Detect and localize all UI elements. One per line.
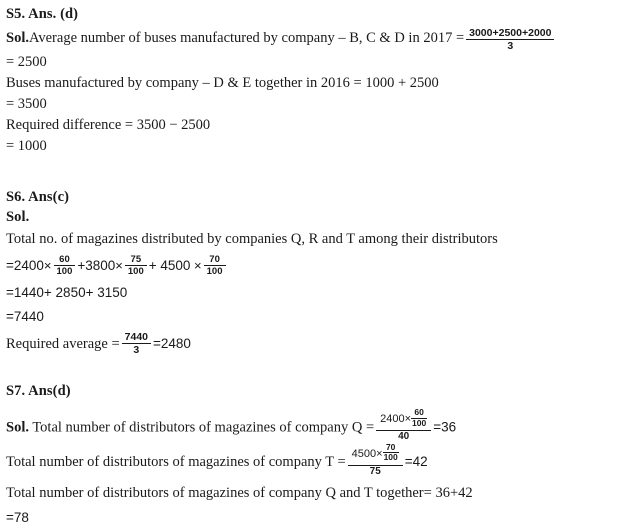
s7-fraction-t-inner: [383, 443, 399, 463]
s6-calculation-line: [6, 251, 637, 281]
s7-fraction-q-inner: [411, 408, 427, 428]
s6-fraction-2-numerator: 75: [125, 254, 147, 266]
s7-line-1: [6, 407, 637, 445]
s7-fraction-q-num-lead: 2400: [380, 412, 405, 425]
s7-fraction-t-inner-numerator: 70: [383, 443, 399, 454]
s6-heading: S6. Ans(c): [6, 189, 70, 205]
s5-line-1-text: Average number of buses manufactured by company – B, C & D in 2017 =: [28, 30, 465, 46]
s7-fraction-q: [376, 409, 431, 443]
s6-multiply-icon-3: ×: [194, 258, 202, 273]
s7-line-1-result: =36: [433, 419, 457, 435]
s7-line-4: =78: [6, 509, 29, 525]
s6-fraction-3: [204, 254, 226, 277]
s7-line-3: Total number of distributors of magazines of company Q and T together= 36+42: [6, 484, 473, 501]
s6-required-average-result: =2480: [153, 336, 191, 351]
s5-line-6: = 1000: [6, 138, 47, 154]
s6-line-4: =7440: [6, 309, 44, 324]
s6-average-fraction-numerator: 7440: [122, 331, 151, 344]
s7-fraction-t: [348, 441, 403, 478]
s6-calc-prefix: =2400: [6, 258, 44, 273]
s5-line-1: [6, 24, 637, 52]
s6-multiply-icon-2: ×: [115, 258, 123, 273]
s7-fraction-t-denominator: 75: [369, 465, 381, 477]
s5-sol-label: Sol.: [6, 30, 29, 46]
s6-fraction-1: [54, 254, 76, 277]
s5-fraction-numerator: 3000+2500+2000: [466, 27, 554, 40]
s6-average-fraction: [122, 331, 151, 356]
s5-line-2: = 2500: [6, 54, 47, 70]
s5-fraction-denominator: 3: [507, 40, 514, 53]
s7-line-2: [6, 441, 637, 480]
s6-fraction-2: [125, 254, 147, 277]
s5-line-4: = 3500: [6, 96, 47, 112]
s7-line-1-prefix: Total number of distributors of magazines of company Q =: [28, 419, 375, 436]
s7-fraction-q-inner-numerator: 60: [411, 408, 427, 419]
s7-sol-label: Sol.: [6, 419, 29, 436]
s7-fraction-t-numerator: [348, 441, 403, 466]
s6-fraction-1-denominator: 100: [56, 266, 73, 278]
s6-multiply-icon-1: ×: [43, 258, 52, 273]
solution-block-s6: [6, 187, 637, 359]
s6-line-1: Total no. of magazines distributed by companies Q, R and T among their distributors: [6, 231, 498, 247]
s6-sol-label: Sol.: [6, 209, 30, 225]
s6-required-average-line: [6, 329, 637, 359]
s5-heading: S5. Ans. (d): [6, 6, 79, 22]
s7-fraction-q-denominator: 40: [398, 431, 410, 442]
s6-fraction-2-denominator: 100: [127, 266, 144, 278]
s6-calc-term-2: +3800: [77, 258, 116, 273]
s7-line-2-result: =42: [404, 454, 428, 469]
s6-calc-term-3: + 4500: [148, 258, 191, 273]
spacer-s5-s6: [6, 157, 637, 187]
s7-fraction-q-numerator: [376, 409, 431, 431]
s6-line-3: =1440+ 2850+ 3150: [6, 285, 128, 300]
s7-fraction-q-inner-denominator: 100: [412, 417, 427, 428]
s6-required-average-prefix: Required average =: [6, 336, 120, 352]
s6-fraction-1-numerator: 60: [54, 254, 76, 266]
s7-multiply-icon-q: ×: [404, 412, 412, 425]
s6-fraction-3-denominator: 100: [206, 266, 223, 278]
s7-fraction-t-num-lead: 4500: [351, 447, 377, 460]
s5-fraction: [466, 27, 554, 52]
s6-fraction-3-numerator: 70: [204, 254, 226, 266]
spacer-s6-s7: [6, 359, 637, 381]
s6-average-fraction-denominator: 3: [133, 344, 140, 357]
s5-line-5: Required difference = 3500 − 2500: [6, 117, 211, 133]
spacer-s7-heading: [6, 401, 637, 411]
s5-line-3: Buses manufactured by company – D & E together in 2016 = 1000 + 2500: [6, 75, 439, 91]
s7-multiply-icon-t: ×: [376, 447, 383, 460]
s7-line-2-prefix: Total number of distributors of magazines of company T =: [6, 454, 346, 470]
s7-heading: S7. Ans(d): [6, 383, 71, 399]
solution-block-s5: [6, 4, 637, 157]
s7-fraction-t-inner-denominator: 100: [383, 452, 398, 463]
solution-block-s7: [6, 381, 637, 530]
